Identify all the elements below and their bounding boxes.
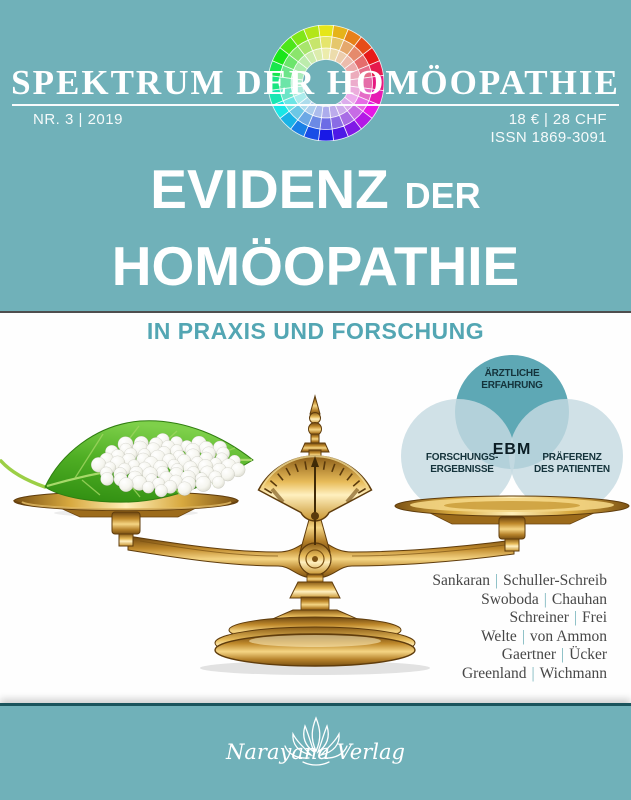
author-row: Sankaran | Schuller-Schreib (432, 572, 607, 589)
right-pan (395, 496, 629, 551)
venn-label-research: FORSCHUNGS- ERGEBNISSE (425, 452, 499, 475)
issn: ISSN 1869-3091 (490, 128, 607, 146)
cover-title-line1: EVIDENZ DER (150, 158, 481, 220)
author-row: Swoboda | Chauhan (481, 590, 607, 608)
venn-label-experience: ÄRZTLICHE ERFAHRUNG (481, 368, 543, 391)
author-row: Gaertner | Ücker (501, 646, 607, 664)
price: 18 € | 28 CHF (508, 111, 607, 128)
authors-list (432, 572, 607, 684)
dial-finial (301, 396, 329, 459)
cover-title (0, 158, 631, 298)
magazine-masthead: SPEKTRUM DER HOMÖOPATHIE (11, 63, 620, 102)
scale-dial (259, 456, 372, 545)
venn-label-ebm: EBM (492, 441, 532, 458)
price-block (490, 111, 607, 146)
scale-base (215, 574, 415, 666)
author-row: Welte | von Ammon (481, 627, 607, 645)
cover-subtitle: IN PRAXIS UND FORSCHUNG (146, 318, 485, 344)
venn-label-preference: PRÄFERENZ DES PATIENTEN (534, 452, 610, 475)
left-pan (1, 421, 253, 546)
masthead-rule (12, 104, 619, 106)
author-row: Greenland | Wichmann (461, 664, 607, 682)
publisher-logo-text: Narayana Verlag (226, 740, 405, 764)
author-row: Schreiner | Frei (509, 609, 607, 627)
cover-title-line2: HOMÖOPATHIE (111, 235, 520, 297)
issue-number: NR. 3 | 2019 (33, 111, 123, 128)
